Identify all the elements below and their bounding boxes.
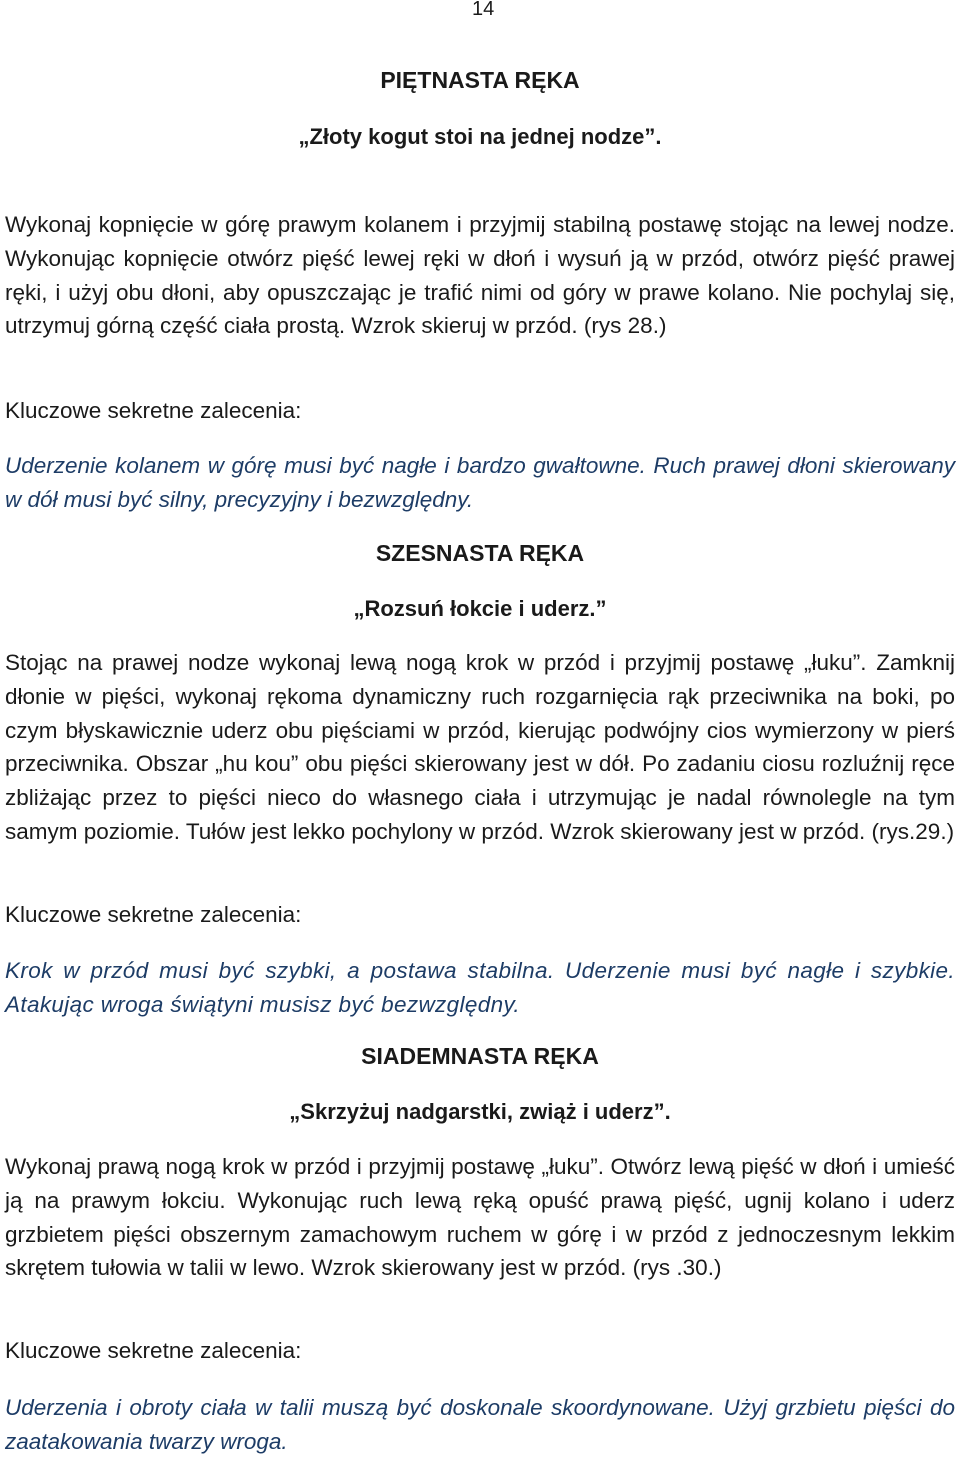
section-body-17: Wykonaj prawą nogą krok w przód i przyjmij postawę „łuku”. Otwórz lewą pięść w dłoń i umieść ją na prawym łokciu. Wykonując ruch lewą ręką opuść prawą pięść, ugnij kolano i uderz grzbietem pięści obszernym zamachowym ruchem w górę i w przód z jednoczesnym lekkim skrętem tułowia w talii w lewo. Wzrok skierowany jest w przód. (rys .30.): [5, 1154, 955, 1281]
advice-label-15: Kluczowe sekretne zalecenia:: [5, 398, 302, 423]
advice-text-15: Uderzenie kolanem w górę musi być nagłe i bardzo gwałtowne. Ruch prawej dłoni skierowany w dół musi być silny, precyzyjny i bezwzględny.: [5, 453, 955, 512]
section-subtitle-16: „Rozsuń łokcie i uderz.”: [353, 596, 607, 621]
advice-text-16: Krok w przód musi być szybki, a postawa stabilna. Uderzenie musi być nagłe i szybkie. Atakując wroga świątyni musisz być bezwzględny.: [5, 958, 955, 1017]
advice-label-17: Kluczowe sekretne zalecenia:: [5, 1338, 302, 1363]
advice-text-17: Uderzenia i obroty ciała w talii muszą być doskonale skoordynowane. Użyj grzbietu pięści do zaatakowania twarzy wroga.: [5, 1395, 955, 1454]
section-title-17: SIADEMNASTA RĘKA: [361, 1043, 599, 1069]
advice-label-16: Kluczowe sekretne zalecenia:: [5, 902, 302, 927]
section-subtitle-17: „Skrzyżuj nadgarstki, zwiąż i uderz”.: [289, 1099, 671, 1124]
page-number: 14: [472, 0, 495, 20]
section-body-15: Wykonaj kopnięcie w górę prawym kolanem i przyjmij stabilną postawę stojąc na lewej nodze. Wykonując kopnięcie otwórz pięść lewej ręki w dłoń i wysuń ją w przód, otwórz pięść prawej ręki, i użyj obu dłoni, aby opuszczając je trafić nimi od góry w prawe kolano. Nie pochylaj się, utrzymuj górną część ciała prostą. Wzrok skieruj w przód. (rys 28.): [5, 212, 955, 339]
section-title-16: SZESNASTA RĘKA: [375, 540, 585, 566]
section-subtitle-15: „Złoty kogut stoi na jednej nodze”.: [298, 124, 662, 149]
section-body-16: Stojąc na prawej nodze wykonaj lewą nogą krok w przód i przyjmij postawę „łuku”. Zamknij dłonie w pięści, wykonaj rękoma dynamiczny ruch rozgarnięcia rąk przeciwnika na boki, po czym błyskawicznie uderz obu pięściami w przód, kierując podwójny cios wymierzony w pierś przeciwnika. Obszar „hu kou” obu pięści skierowany jest w dół. Po zadaniu ciosu rozluźnij ręce zbliżając przez to pięści nieco do własnego ciała i utrzymując je nadal równolegle na tym samym poziomie. Tułów jest lekko pochylony w przód. Wzrok skierowany jest w przód. (rys.29.): [5, 650, 955, 844]
section-title-15: PIĘTNASTA RĘKA: [380, 67, 580, 93]
